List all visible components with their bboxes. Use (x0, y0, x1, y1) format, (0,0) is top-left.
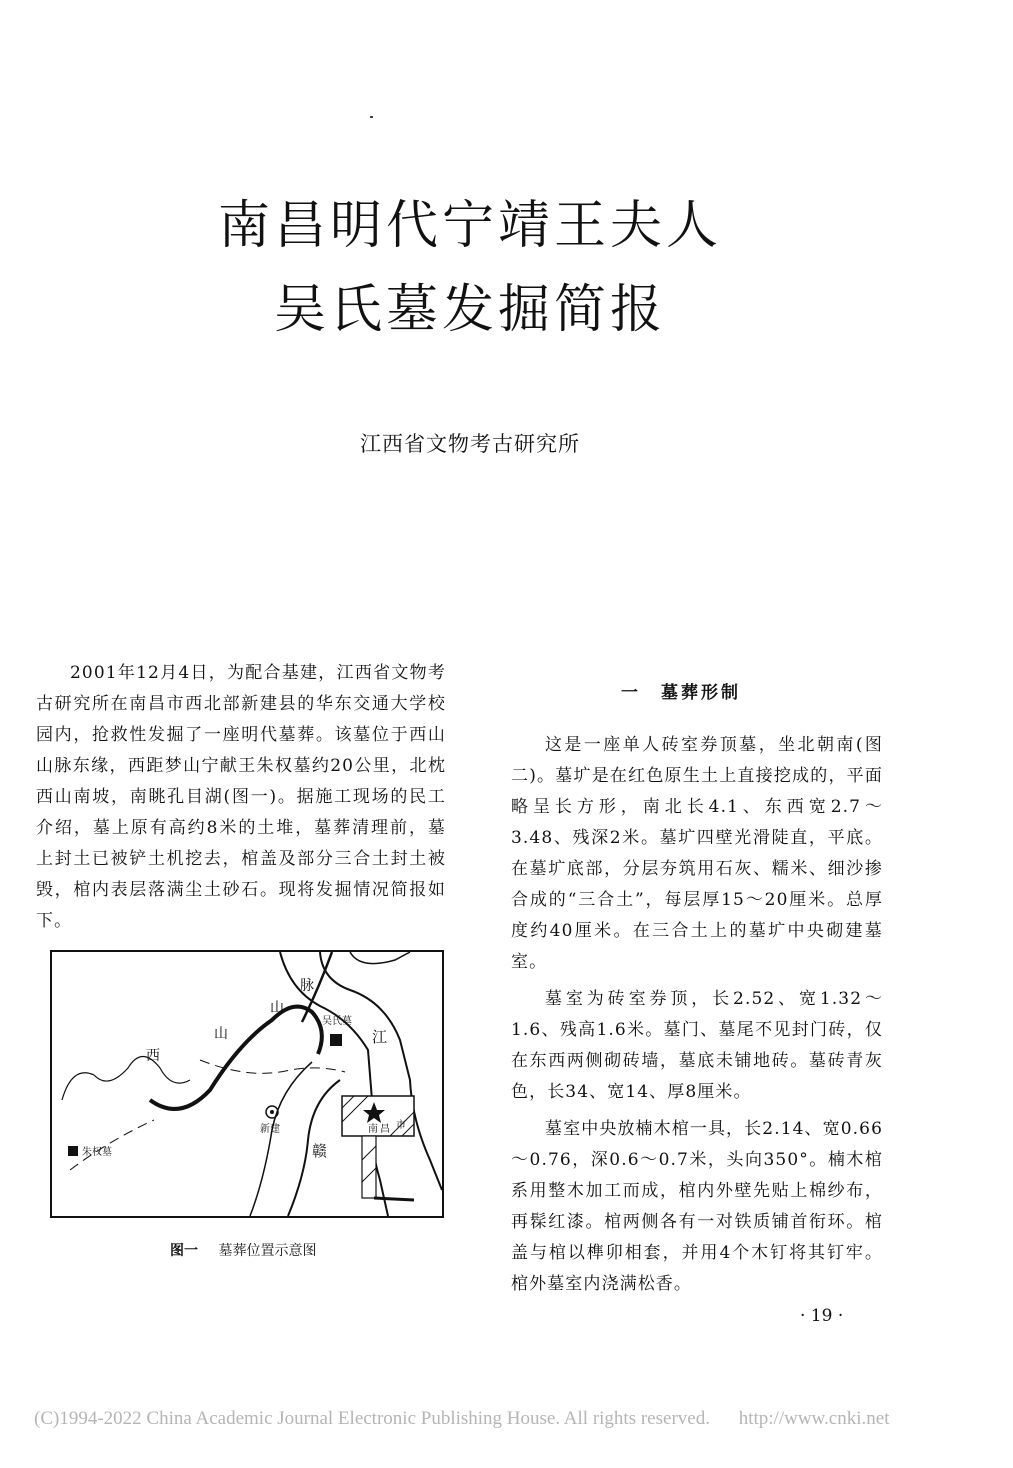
intro-paragraph: 2001年12月4日，为配合基建，江西省文物考古研究所在南昌市西北部新建县的华东交通大学校园内，抢救性发掘了一座明代墓葬。该墓位于西山山脉东缘，西距梦山宁献王朱权墓约20公里，北枕西山南坡，南眺孔目湖(图一)。据施工现场的民工介绍，墓上原有高约8米的土堆，墓葬清理前，墓上封土已被铲土机挖去，棺盖及部分三合土封土被毁，棺内表层落满尘土砂石。现将发掘情况简报如下。 (36, 663, 446, 931)
tomb-marker-icon (330, 1034, 342, 1046)
figure-caption-text: 墓葬位置示意图 (218, 1243, 317, 1259)
map-label-shi: 市 (396, 1120, 406, 1131)
figure-caption (170, 1240, 316, 1260)
legend-tomb-icon (68, 1146, 78, 1156)
figure-label: 图一 (170, 1243, 198, 1259)
map-label-jiang: 江 (372, 1028, 388, 1046)
copyright-text: (C)1994-2022 China Academic Journal Electronic Publishing House. All rights reserved. (34, 1408, 710, 1429)
map-label-chang: 昌 (380, 1124, 390, 1135)
intro-column (36, 658, 446, 937)
river-gan-inner (250, 1062, 312, 1216)
city-area-south (362, 1136, 376, 1198)
map-label-xi: 西 (146, 1048, 160, 1064)
map-label-xinjian: 新建 (260, 1124, 280, 1135)
section-paragraph: 墓室为砖室券顶，长2.52、宽1.32～1.6、残高1.6米。墓门、墓尾不见封门砖，仅在东西两侧砌砖墙，墓底未铺地砖。墓砖青灰色，长34、宽14、厚8厘米。 (511, 989, 883, 1102)
map-label-shan2: 山 (214, 1026, 228, 1042)
footer-url: http://www.cnki.net (738, 1408, 890, 1429)
river-bank-north (350, 952, 410, 964)
section-number: 一 (621, 683, 638, 703)
map-label-tomb: 吴氏墓 (322, 1016, 352, 1027)
section-paragraph: 这是一座单人砖室券顶墓，坐北朝南(图二)。墓圹是在红色原生土上直接挖成的，平面略呈长方形，南北长4.1、东西宽2.7～3.48、残深2米。墓圹四壁光滑陡直，平底。在墓圹底部，分层夯筑用石灰、糯米、细沙掺合成的“三合土”，每层厚15～20厘米。总厚度约40厘米。在三合土上的墓圹中央砌建墓室。 (511, 735, 883, 972)
map-legend-label: 朱权墓 (82, 1147, 112, 1158)
section-paragraph: 墓室中央放楠木棺一具，长2.14、宽0.66～0.76，深0.6～0.7米，头向350°。楠木棺系用整木加工而成，棺内外壁先贴上棉纱布，再髹红漆。棺两侧各有一对铁质铺首衔环。棺盖与棺以榫卯相套，并用4个木钉将其钉牢。棺外墓室内浇满松香。 (511, 1119, 883, 1294)
map-label-mai: 脉 (300, 978, 314, 994)
map-label-gan: 赣 (312, 1142, 328, 1160)
location-map-svg (50, 950, 444, 1218)
boundary-line-west (70, 1120, 154, 1170)
map-label-shan1: 山 (270, 1000, 284, 1016)
figure-location-map (50, 950, 444, 1218)
section-body (511, 730, 883, 1306)
article-title-line2: 吴氏墓发掘简报 (273, 280, 666, 340)
road-south (374, 1198, 414, 1200)
author-affiliation: 江西省文物考古研究所 (360, 432, 580, 456)
speck-mark (370, 116, 373, 118)
river-bank-east-outer (320, 952, 442, 1190)
map-label-nan: 南 (368, 1124, 378, 1135)
copyright-footer (34, 1408, 889, 1430)
county-seat-dot (270, 1110, 274, 1114)
page-number: · 19 · (800, 1306, 844, 1326)
railway-line (150, 1007, 322, 1109)
lake-shore (62, 1057, 190, 1101)
article-title-line1: 南昌明代宁靖王夫人 (217, 196, 722, 256)
map-frame (51, 951, 443, 1217)
section-title: 墓葬形制 (661, 683, 741, 703)
